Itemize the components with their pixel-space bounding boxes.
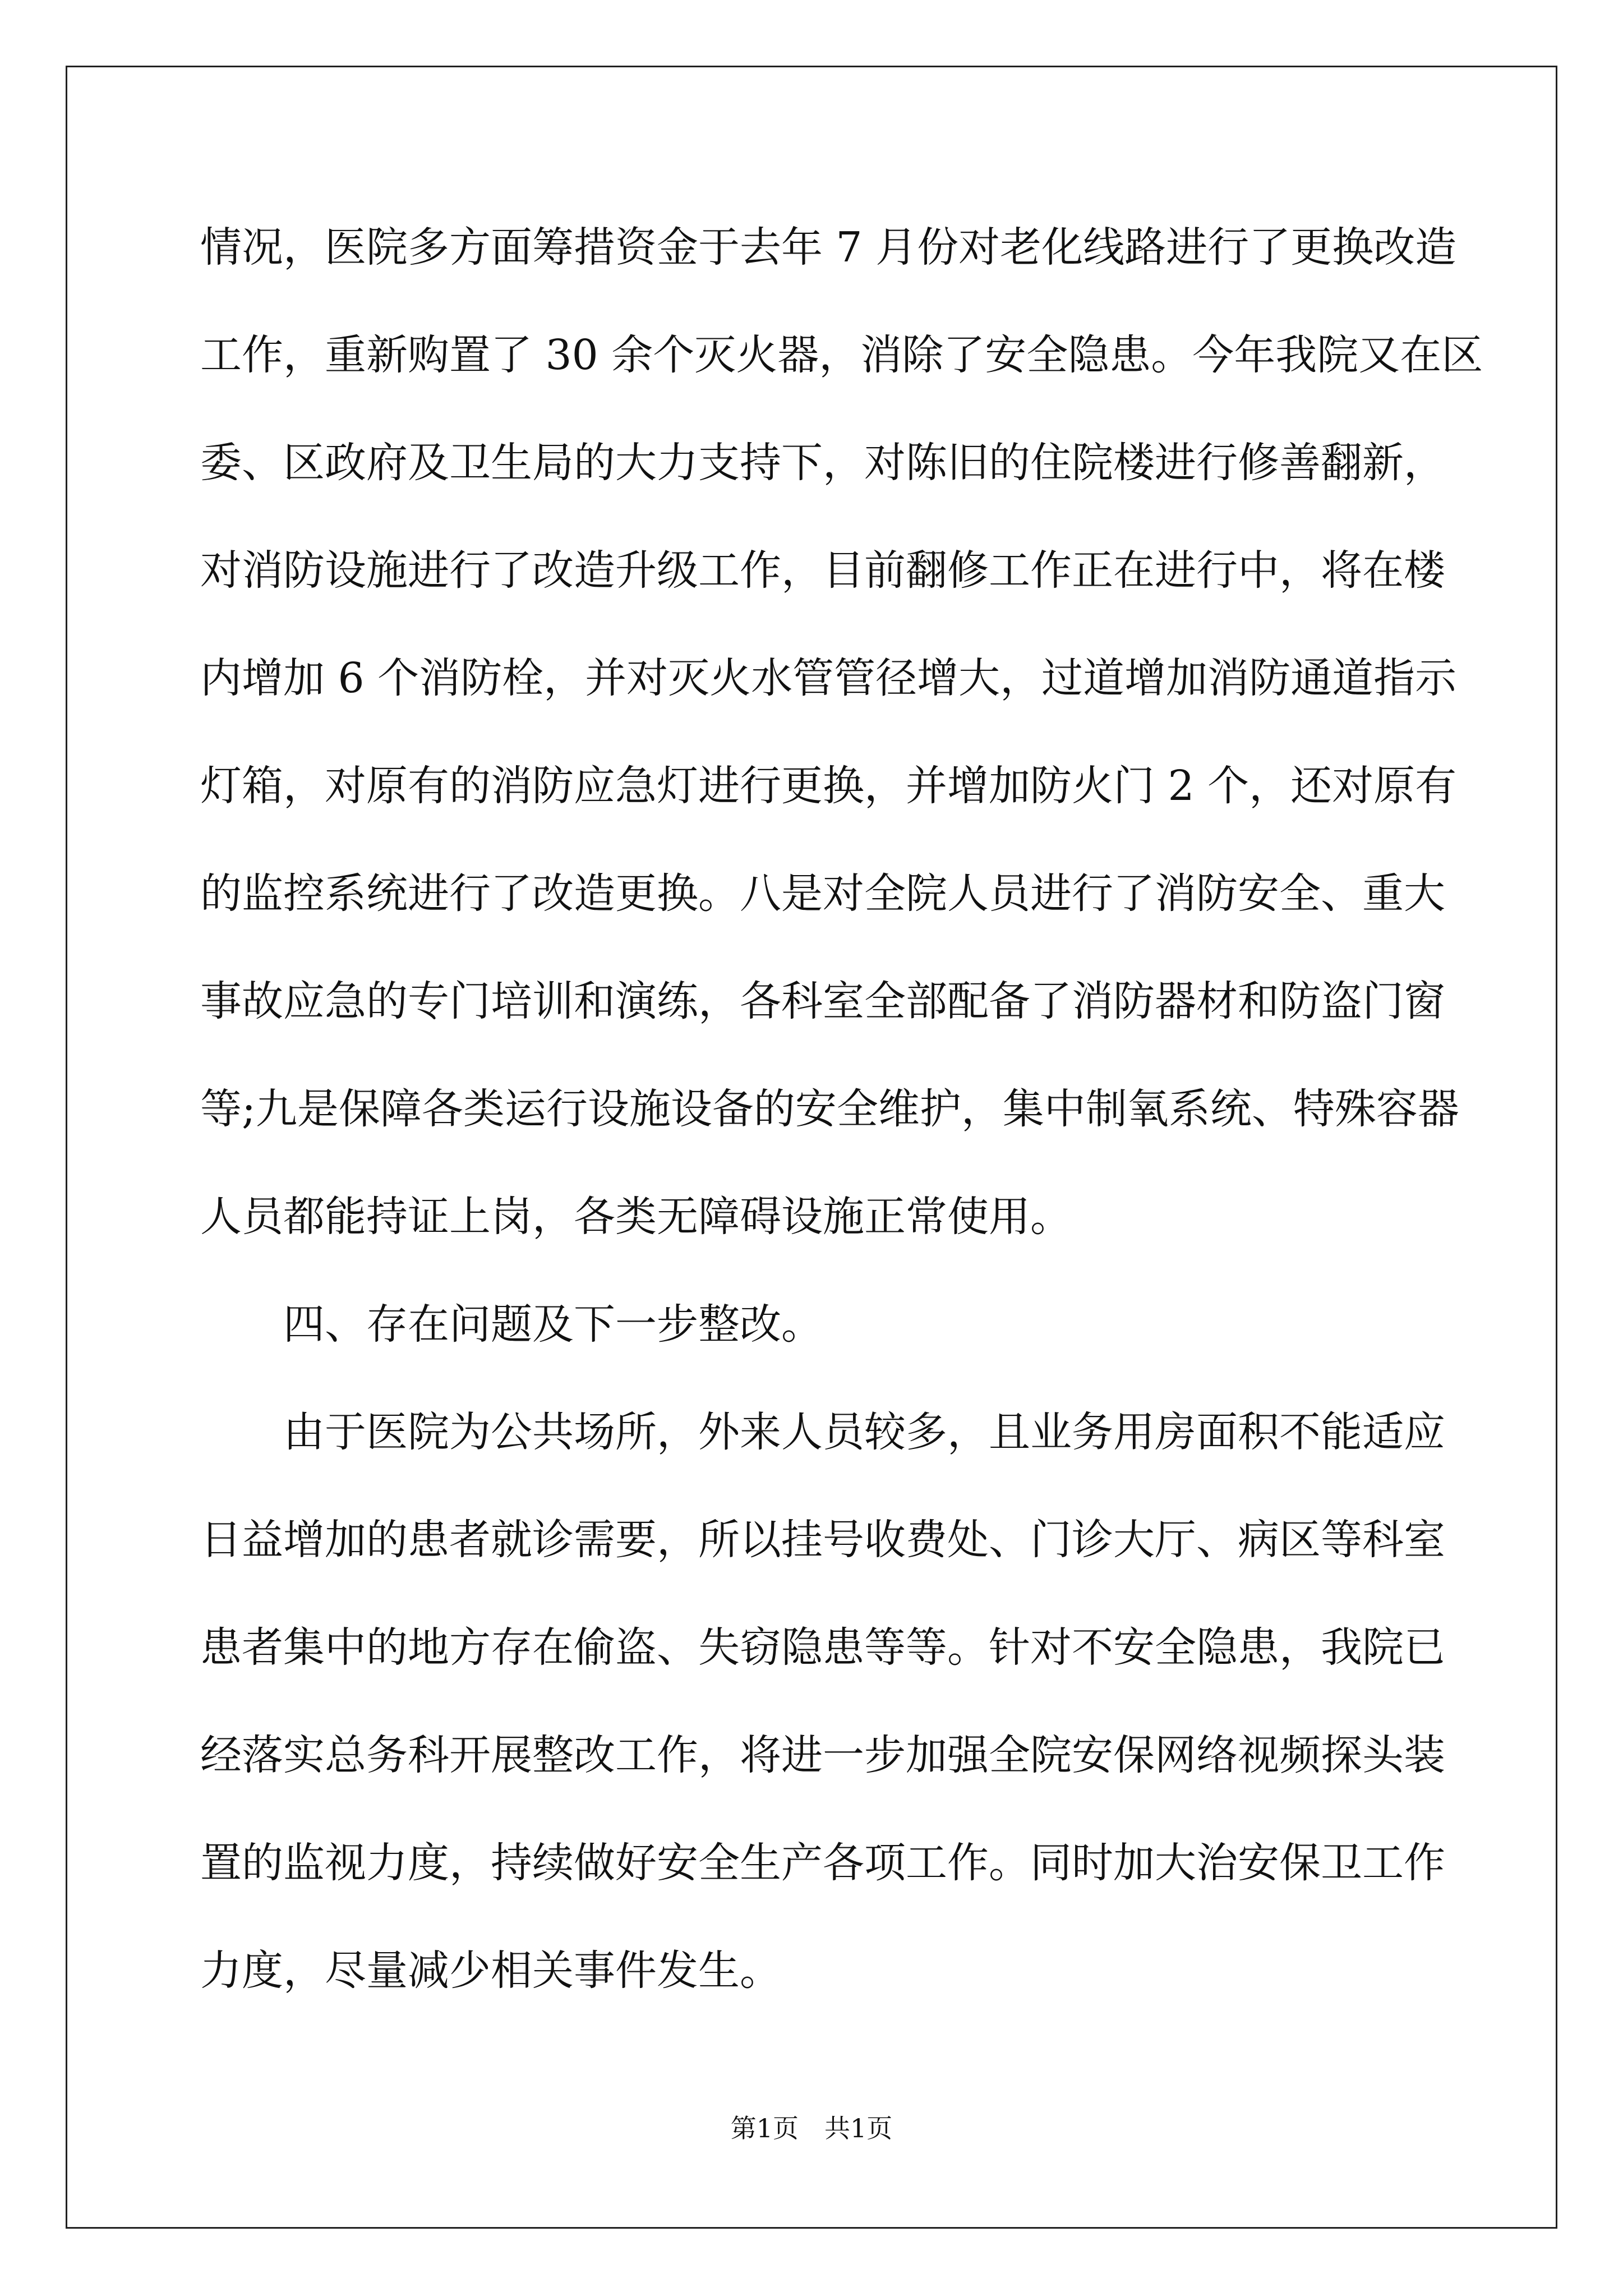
- section-heading: 四、存在问题及下一步整改。: [283, 1300, 823, 1349]
- text-line: 工作，重新购置了 30 余个灭火器，消除了安全隐患。今年我院又在区: [200, 331, 1483, 379]
- text-line: 的监控系统进行了改造更换。八是对全院人员进行了消防安全、重大: [200, 869, 1445, 918]
- text-line: 患者集中的地方存在偷盗、失窃隐患等等。针对不安全隐患，我院已: [200, 1623, 1445, 1672]
- text-line: 日益增加的患者就诊需要，所以挂号收费处、门诊大厅、病区等科室: [200, 1516, 1445, 1564]
- document-body: [200, 214, 1483, 2045]
- text-line: 由于医院为公共场所，外来人员较多，且业务用房面积不能适应: [283, 1408, 1445, 1456]
- text-line: 情况，医院多方面筹措资金于去年 7 月份对老化线路进行了更换改造: [200, 223, 1457, 272]
- text-line: 事故应急的专门培训和演练，各科室全部配备了消防器材和防盗门窗: [200, 977, 1445, 1025]
- text-line: 等;九是保障各类运行设施设备的安全维护，集中制氧系统、特殊容器: [200, 1085, 1459, 1133]
- text-line: 力度，尽量减少相关事件发生。: [200, 1947, 781, 1995]
- text-line: 置的监视力度，持续做好安全生产各项工作。同时加大治安保卫工作: [200, 1839, 1445, 1887]
- text-line: 灯箱，对原有的消防应急灯进行更换，并增加防火门 2 个，还对原有: [200, 762, 1457, 810]
- text-line: 委、区政府及卫生局的大力支持下，对陈旧的住院楼进行修善翻新，: [200, 439, 1445, 487]
- page-footer: 第1页 共1页: [730, 2113, 893, 2143]
- text-line: 内增加 6 个消防栓，并对灭火水管管径增大，过道增加消防通道指示: [200, 654, 1457, 702]
- text-line: 经落实总务科开展整改工作，将进一步加强全院安保网络视频探头装: [200, 1731, 1445, 1779]
- text-line: 对消防设施进行了改造升级工作，目前翻修工作正在进行中，将在楼: [200, 546, 1445, 595]
- text-line: 人员都能持证上岗，各类无障碍设施正常使用。: [200, 1193, 1072, 1241]
